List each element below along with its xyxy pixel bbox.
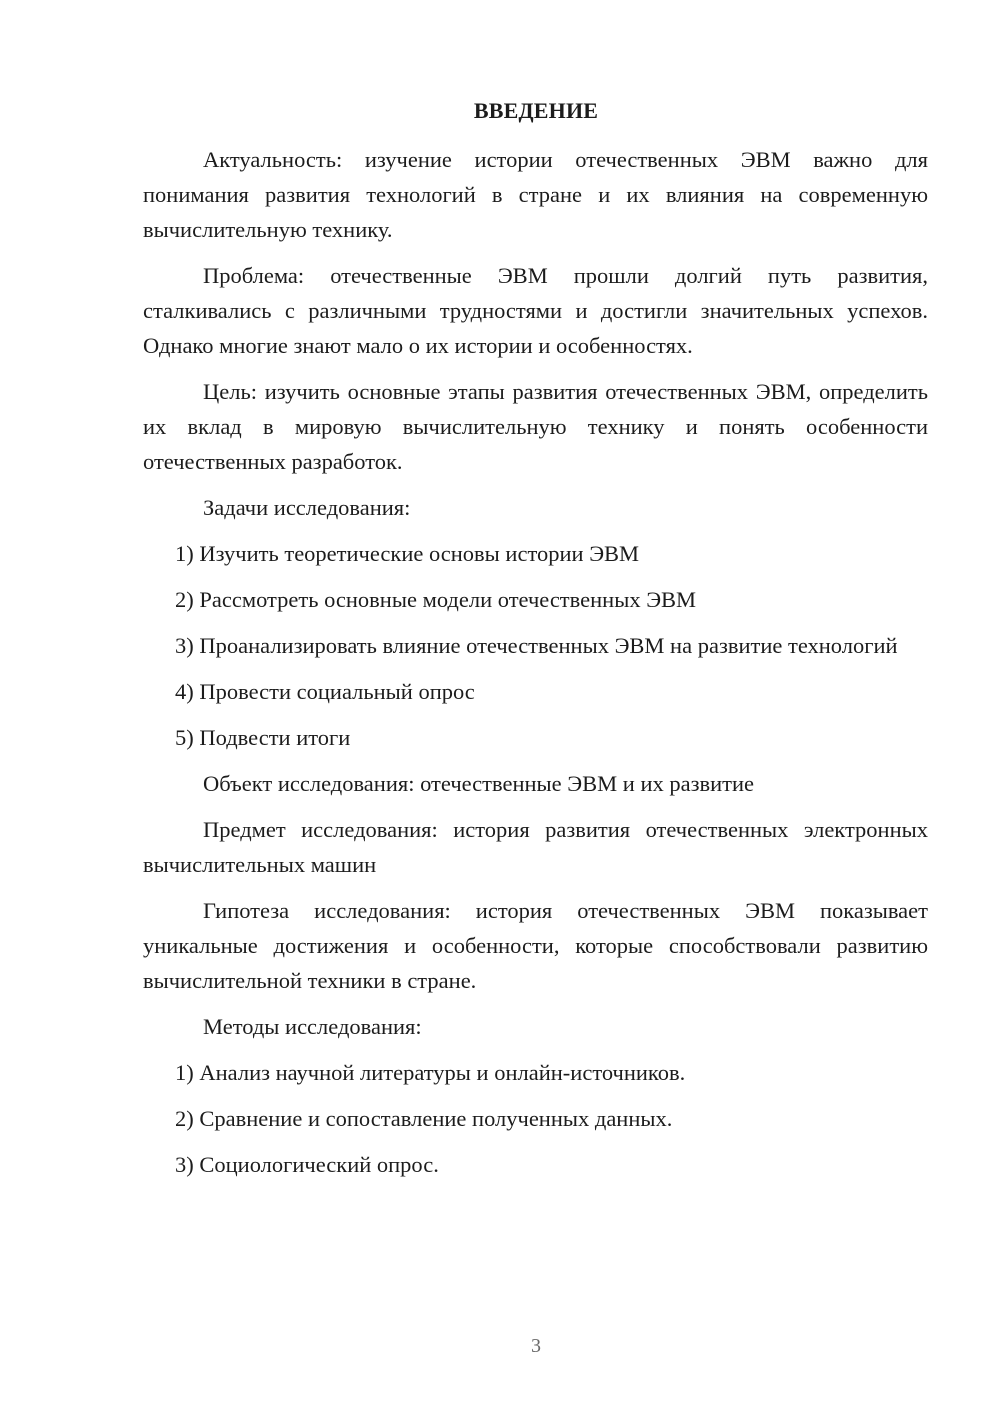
task-item: 1) Изучить теоретические основы истории ЭВМ — [175, 541, 640, 566]
introduction-body — [143, 142, 928, 1193]
object-paragraph: Объект исследования: отечественные ЭВМ и их развитие — [203, 771, 755, 796]
methods-heading: Методы исследования: — [203, 1014, 422, 1039]
task-item: 5) Подвести итоги — [175, 725, 351, 750]
section-title: ВВЕДЕНИЕ — [473, 98, 599, 123]
subject-paragraph: Предмет исследования: история развития отечественных электронных вычислительных машин — [143, 817, 928, 877]
hypothesis-paragraph: Гипотеза исследования: история отечественных ЭВМ показывает уникальные достижения и особенности, которые способствовали развитию вычислительной техники в стране. — [143, 898, 928, 993]
method-item: 2) Сравнение и сопоставление полученных данных. — [175, 1106, 673, 1131]
tasks-heading: Задачи исследования: — [203, 495, 411, 520]
task-item: 3) Проанализировать влияние отечественных ЭВМ на развитие технологий — [175, 633, 898, 658]
method-item: 3) Социологический опрос. — [175, 1152, 439, 1177]
page-number: 3 — [531, 1335, 541, 1357]
method-item: 1) Анализ научной литературы и онлайн-источников. — [175, 1060, 686, 1085]
relevance-paragraph: Актуальность: изучение истории отечественных ЭВМ важно для понимания развития технологий в стране и их влияния на современную вычислительную технику. — [143, 147, 928, 242]
task-item: 2) Рассмотреть основные модели отечественных ЭВМ — [175, 587, 697, 612]
problem-paragraph: Проблема: отечественные ЭВМ прошли долгий путь развития, сталкивались с различными трудностями и достигли значительных успехов. Однако многие знают мало о их истории и особенностях. — [143, 263, 928, 358]
task-item: 4) Провести социальный опрос — [175, 679, 475, 704]
goal-paragraph: Цель: изучить основные этапы развития отечественных ЭВМ, определить их вклад в мировую вычислительную технику и понять особенности отечественных разработок. — [143, 379, 928, 474]
